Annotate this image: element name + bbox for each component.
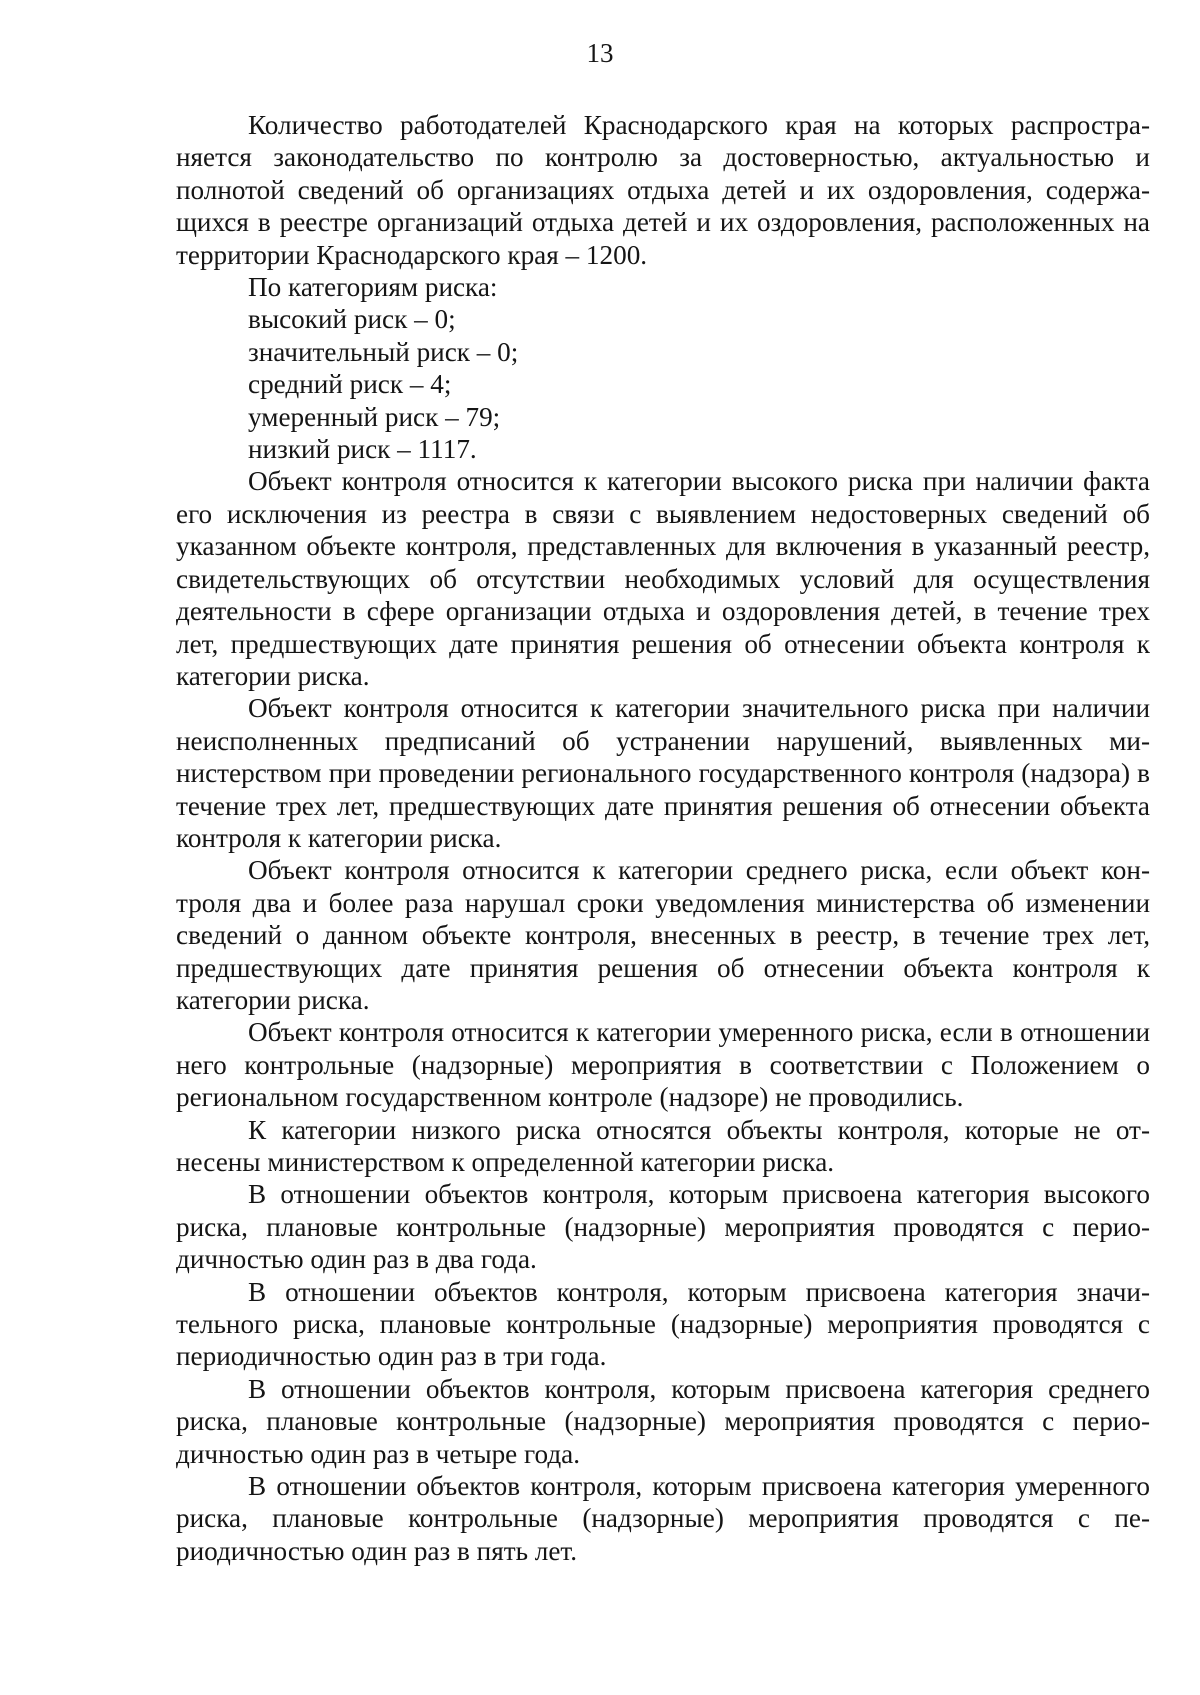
risk-categories-list [176, 303, 1150, 465]
document-body [176, 109, 1150, 1567]
paragraph-moderate-risk-frequency: В отношении объектов контроля, которым присвоена категория умеренного риска, плановые контрольные (надзорные) мероприятия проводятся с периодичностью один раз в пять лет. [176, 1471, 1150, 1566]
paragraph-high-risk: Объект контроля относится к категории высокого риска при наличии факта его исключения из реестра в связи с выявлением недостоверных сведений об указанном объекте контроля, представленных для включения в указанный реестр, свидетельствующих об отсутствии необходимых условий для осуществления деятельности в сфере организации отдыха и оздоровления детей, в течение трех лет, предшествующих дате принятия решения об отнесении объекта контроля к категории риска. [176, 466, 1150, 691]
paragraph-low-risk: К категории низкого риска относятся объекты контроля, которые не отнесены министерством к определенной категории риска. [176, 1114, 1150, 1177]
paragraph-medium-risk-frequency: В отношении объектов контроля, которым присвоена категория среднего риска, плановые контрольные (надзорные) мероприятия проводятся с периодичностью один раз в четыре года. [176, 1373, 1150, 1469]
paragraph-significant-risk: Объект контроля относится к категории значительного риска при наличии неисполненных предписаний об устранении нарушений, выявленных министерством при проведении регионального государственного контроля (надзора) в течение трех лет, предшествующих дате принятия решения об отнесении объекта контроля к категории риска. [176, 693, 1150, 853]
risk-item-low: низкий риск – 1117. [248, 434, 477, 465]
risk-item-high: высокий риск – 0; [248, 304, 456, 335]
page-number: 13 [586, 38, 614, 68]
paragraph-significant-risk-frequency: В отношении объектов контроля, которым присвоена категория значительного риска, плановые контрольные (надзорные) мероприятия проводятся с периодичностью один раз в три года. [176, 1276, 1150, 1372]
paragraph-high-risk-frequency: В отношении объектов контроля, которым присвоена категория высокого риска, плановые контрольные (надзорные) мероприятия проводятся с периодичностью один раз в два года. [176, 1179, 1150, 1275]
risk-item-moderate: умеренный риск – 79; [248, 401, 501, 432]
paragraph-medium-risk: Объект контроля относится к категории среднего риска, если объект контроля два и более раза нарушал сроки уведомления министерства об изменении сведений о данном объекте контроля, внесенных в реестр, в течение трех лет, предшествующих дате принятия решения об отнесении объекта контроля к категории риска. [176, 855, 1150, 1015]
risk-categories-heading: По категориям риска: [248, 272, 498, 303]
paragraph-employers-count: Количество работодателей Краснодарского края на которых распространяется законодательство по контролю за достоверностью, актуальностью и полнотой сведений об организациях отдыха детей и их оздоровления, содержащихся в реестре организаций отдыха детей и их оздоровления, расположенных на территории Краснодарского края – 1200. [176, 110, 1150, 270]
paragraph-moderate-risk: Объект контроля относится к категории умеренного риска, если в отношении него контрольные (надзорные) мероприятия в соответствии с Положением о региональном государственном контроле (надзоре) не проводились. [176, 1017, 1150, 1113]
risk-item-significant: значительный риск – 0; [248, 336, 519, 367]
risk-item-medium: средний риск – 4; [248, 369, 452, 400]
